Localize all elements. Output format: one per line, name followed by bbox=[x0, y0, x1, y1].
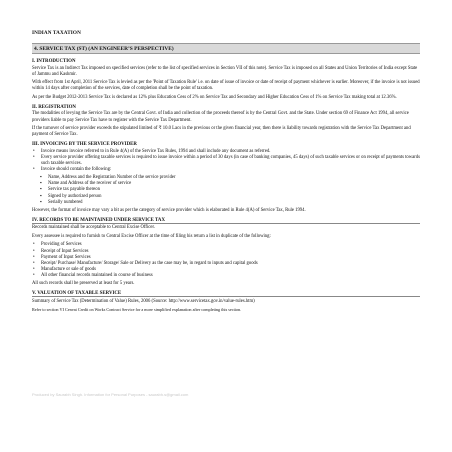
list-item: ▪ Name, Address and the Registration Number of the service provider bbox=[40, 175, 176, 181]
square-bullet-icon: ▪ bbox=[40, 175, 42, 181]
valuation-paragraph: Summary of Service Tax (Determination of Value) Rules, 2006 (Source: http://www.servicetax.gov.in/value-rules.htm) bbox=[32, 298, 255, 304]
page-footer: Produced by Saurabh Singh. Information for Personal Purposes - saurabh.s@gmail.com bbox=[32, 392, 189, 397]
square-bullet-icon: ▪ bbox=[40, 199, 42, 205]
heading-registration: II. REGISTRATION bbox=[32, 104, 76, 110]
invoicing-paragraph: However, the format of invoice may vary a bit as per the category of service provider which is elaborated in Rule 4(A) of Service Tax, Rule 1994. bbox=[32, 207, 306, 213]
list-item: • All other financial records maintained in course of business bbox=[33, 272, 153, 278]
records-paragraph-1: Records maintained shall be acceptable to Central Excise Officer. bbox=[32, 225, 155, 231]
list-item: • Receipt/ Purchase/ Manufacture/ Storage/ Sale or Delivery as the case may be, in regard to inputs and capital goods bbox=[33, 260, 258, 266]
invoice-contents-list bbox=[32, 175, 420, 205]
list-item: ▪ Service tax payable thereon bbox=[40, 187, 100, 193]
records-paragraph-3: All such records shall be preserved at least for 5 years. bbox=[32, 281, 135, 287]
heading-records: IV. RECORDS TO BE MAINTAINED UNDER SERVICE TAX bbox=[32, 218, 420, 224]
list-item: • Every service provider offering taxable services is required to issue invoice within a period of 30 days (in case of banking companies, 45 days) of such taxable services or on receipt of payments towards such taxable services. bbox=[33, 154, 420, 167]
bullet-icon: • bbox=[33, 266, 35, 272]
records-list bbox=[32, 242, 420, 279]
document-page bbox=[32, 30, 420, 315]
square-bullet-icon: ▪ bbox=[40, 181, 42, 187]
registration-paragraph-2: If the turnover of service provider exceeds the stipulated limited of ₹ 10.0 Lacs in the previous or the given financial year, then there is liability towards registration with the Service Tax Department and payment of Service Tax. bbox=[32, 126, 411, 138]
bullet-icon: • bbox=[33, 167, 35, 173]
bullet-icon: • bbox=[33, 154, 35, 160]
intro-paragraph-1: Service Tax is an Indirect Tax imposed on specified services (refer to the list of specified services in Section VII of this note). Service Tax is imposed on all States and Union Territories of India except State of Jammu and Kashmir. bbox=[32, 65, 418, 77]
list-item: • Payment of Input Services bbox=[33, 254, 91, 260]
bullet-icon: • bbox=[33, 242, 35, 248]
list-item: • Receipt of Input Services bbox=[33, 248, 89, 254]
list-item: • Invoice should contain the following: bbox=[33, 167, 112, 173]
bullet-icon: • bbox=[33, 248, 35, 254]
list-item: • Invoice means invoice referred to in Rule 4(A) of the Service Tax Rules, 1994 and shall include any document as referred. bbox=[33, 148, 271, 154]
heading-invoicing: III. INVOICING BY THE SERVICE PROVIDER bbox=[32, 142, 137, 148]
heading-valuation: V. VALUATION OF TAXABLE SERVICE bbox=[32, 291, 420, 297]
intro-paragraph-3: As per the Budget 2012-2013 Service Tax is declared as 12% plus Education Cess of 2% on Service Tax and Secondary and Higher Education Cess of 1% on Service Tax making total at 12.36%. bbox=[32, 94, 397, 100]
document-title: INDIAN TAXATION bbox=[32, 30, 81, 36]
section-banner: 4. SERVICE TAX (ST) (AN ENGINEER’S PERSPECTIVE) bbox=[32, 43, 420, 54]
records-paragraph-2: Every assessee is required to furnish to Central Excise Officer at the time of filing his return a list in duplicate of the following: bbox=[32, 233, 271, 239]
square-bullet-icon: ▪ bbox=[40, 193, 42, 199]
list-item: ▪ Signed by authorized person bbox=[40, 193, 102, 199]
heading-introduction: I. INTRODUCTION bbox=[32, 59, 76, 64]
bullet-icon: • bbox=[33, 254, 35, 260]
list-item: ▪ Serially numbered bbox=[40, 199, 83, 205]
bullet-icon: • bbox=[33, 260, 35, 266]
intro-paragraph-2: With effect from 1st April, 2011 Service Tax is levied as per the 'Point of Taxation Rule' i.e. on date of issue of invoice or date of receipt of payment whichever is earlier. Moreover, if the invoice is not issued within 14 days after completion of the services, date of completion shall be the point of taxation. bbox=[32, 80, 420, 92]
list-item: • Providing of Services bbox=[33, 242, 82, 248]
bullet-icon: • bbox=[33, 148, 35, 154]
invoicing-list bbox=[32, 149, 420, 173]
registration-paragraph-1: The modalities of levying the Service Tax are by the Central Govt. of India and collection of the proceeds thereof is by the Central Govt. and the State. Under section 69 of Finance Act 1994, all service providers liable to pay Service Tax have to register with the Service Tax Department. bbox=[32, 111, 409, 123]
bullet-icon: • bbox=[33, 272, 35, 278]
list-item: ▪ Name and Address of the receiver of service bbox=[40, 181, 132, 187]
list-item: • Manufacture or sale of goods bbox=[33, 266, 96, 272]
square-bullet-icon: ▪ bbox=[40, 187, 42, 193]
valuation-note: Refer to section VI Cenvat Credit on Works Contract Service for a more simplified explanation after completing this section. bbox=[32, 307, 242, 313]
